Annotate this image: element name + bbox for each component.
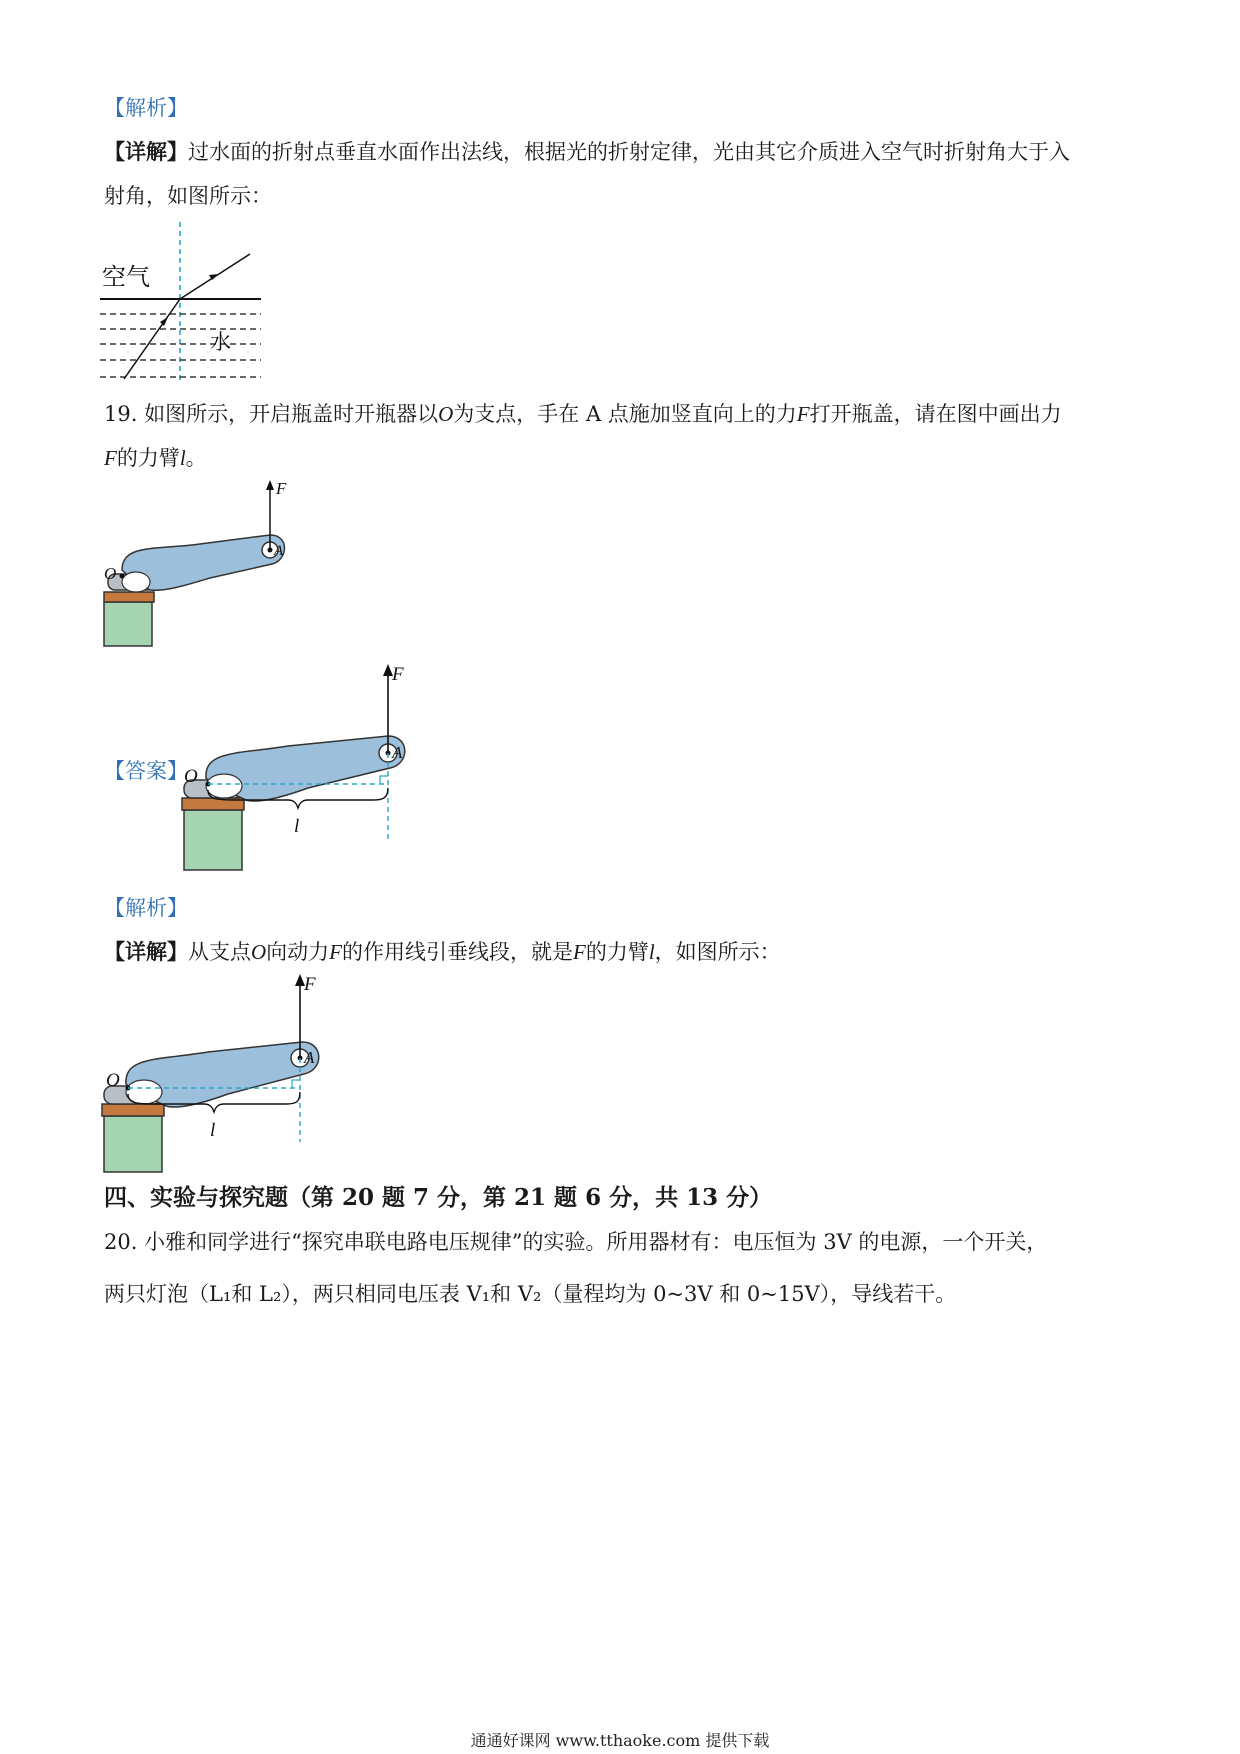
- detail-19-c: 的作用线引垂线段，就是: [342, 940, 573, 964]
- q19-line-2: [104, 444, 207, 472]
- detail-19-a: 从支点: [188, 940, 251, 964]
- opener-hole: [206, 774, 242, 798]
- detail-19-o: O: [251, 940, 267, 964]
- label-a: A: [392, 743, 403, 762]
- detail-19-l: l: [648, 940, 655, 964]
- detail-line-19: [104, 938, 781, 966]
- point-o-dot: [120, 574, 125, 579]
- force-f-arrow: [266, 480, 274, 490]
- bottle-cap: [102, 1104, 164, 1116]
- detail-tag-18: 【详解】: [104, 139, 188, 164]
- q19-text-c: 打开瓶盖，请在图中画出力: [809, 402, 1062, 426]
- q19-point-o: O: [438, 402, 454, 426]
- section-4-heading: 四、实验与探究题（第 20 题 7 分，第 21 题 6 分，共 13 分）: [104, 1184, 773, 1211]
- detail-19-d: 的力臂: [585, 940, 649, 964]
- label-f: F: [304, 974, 316, 995]
- detail-19-f: F: [329, 940, 342, 964]
- opener-hole: [122, 572, 150, 592]
- bottle-opener-question-figure: [100, 478, 300, 648]
- detail-text-18: 过水面的折射点垂直水面作出法线，根据光的折射定律，光由其它介质进入空气时折射角大于入: [188, 140, 1070, 164]
- right-angle-mark: [380, 776, 388, 784]
- water-label: 水: [210, 330, 231, 354]
- q19-number: 19.: [104, 402, 138, 426]
- bottle-neck: [184, 810, 242, 870]
- q20-line-1: 20. 小雅和同学进行“探究串联电路电压规律”的实验。所用器材有：电压恒为 3V 的电源，一个开关，: [104, 1230, 1048, 1254]
- q19-text-d: 的力臂: [116, 446, 180, 470]
- detail-19-b: 向动力: [266, 940, 330, 964]
- label-f: F: [276, 479, 287, 498]
- label-o: O: [106, 1070, 120, 1091]
- q20-line-2: 两只灯泡（L₁和 L₂），两只相同电压表 V₁和 V₂（量程均为 0~3V 和 0~15V），导线若干。: [104, 1282, 957, 1306]
- detail-19-f2: F: [573, 940, 586, 964]
- label-l: l: [294, 816, 300, 837]
- detail-line-2-18: 射角，如图所示：: [104, 184, 272, 208]
- answer-tag-19: 【答案】: [104, 759, 188, 783]
- detail-19-e: ，如图所示：: [654, 940, 781, 964]
- label-a: A: [274, 543, 284, 559]
- q19-line-1: [104, 400, 1062, 428]
- refraction-diagram: [98, 222, 268, 384]
- analysis-tag-18: 【解析】: [104, 96, 188, 120]
- q19-force-f: F: [796, 402, 810, 426]
- incident-ray: [124, 299, 180, 379]
- q19-arm-l: l: [179, 446, 186, 470]
- bottle-opener-analysis-figure: [100, 970, 340, 1175]
- right-angle-mark: [292, 1080, 300, 1088]
- footer-source: 通通好课网 www.tthaoke.com 提供下载: [470, 1731, 770, 1750]
- analysis-tag-19: 【解析】: [104, 896, 188, 920]
- label-f: F: [392, 664, 404, 685]
- label-o: O: [104, 564, 117, 583]
- detail-line-1-18: [104, 138, 1070, 166]
- q19-text-a: 如图所示，开启瓶盖时开瓶器以: [144, 402, 439, 426]
- bottle-opener-answer-figure: [178, 660, 418, 872]
- label-l: l: [210, 1120, 216, 1141]
- q19-period: 。: [185, 446, 207, 470]
- air-label: 空气: [102, 265, 150, 291]
- bottle-neck: [104, 1116, 162, 1172]
- label-a: A: [304, 1048, 315, 1067]
- bottle-cap: [104, 592, 154, 602]
- q19-text-b: 为支点，手在 A 点施加竖直向上的力: [453, 402, 797, 426]
- detail-tag-19: 【详解】: [104, 939, 188, 964]
- q19-force-f-2: F: [104, 446, 117, 470]
- bottle-neck: [104, 602, 152, 646]
- label-o: O: [184, 766, 198, 787]
